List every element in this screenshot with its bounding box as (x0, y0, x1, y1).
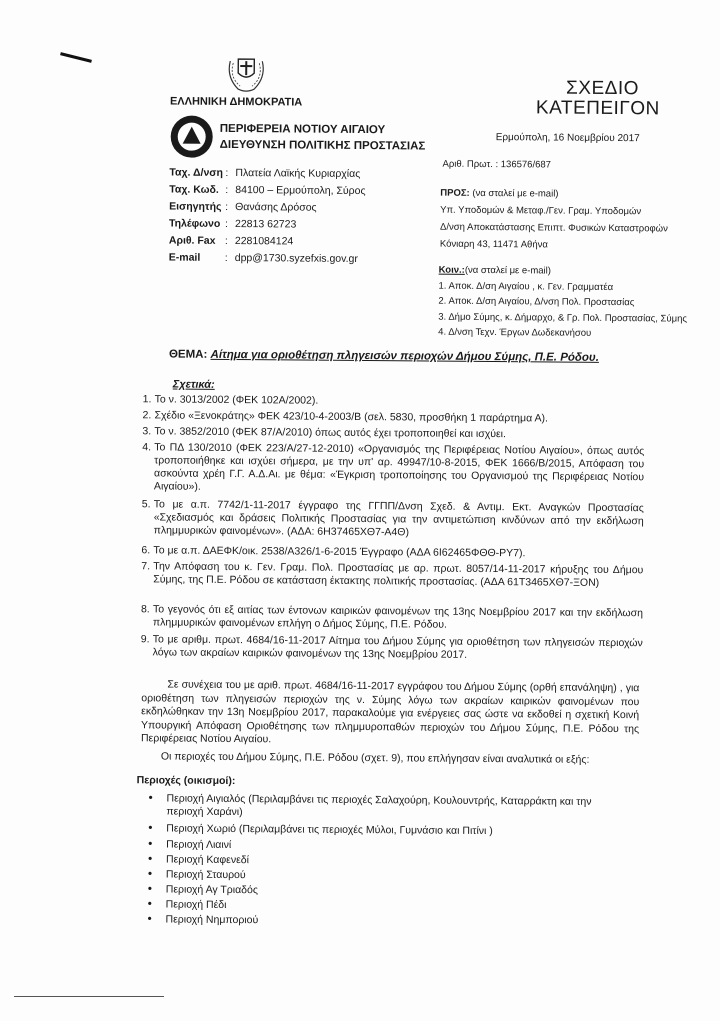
cc-item: 2. Αποκ. Δ/ση Αιγαίου, Δ/νση Πολ. Προστασίας (438, 295, 635, 309)
area-item: • Περιοχή Αγ Τριαδός (147, 881, 258, 897)
recipient-block (440, 185, 668, 255)
recipient-title: ΠΡΟΣ: (440, 187, 470, 199)
related-item: 3. Το ν. 3852/2010 (ΦΕΚ 87/Α/2010) όπως αυτός έχει τροποποιηθεί και ισχύει. (142, 425, 506, 441)
directorate-title: ΔΙΕΥΘΥΝΣΗ ΠΟΛΙΤΙΚΗΣ ΠΡΟΣΤΑΣΙΑΣ (219, 138, 426, 153)
area-item: • Περιοχή Λιαινί (148, 836, 232, 852)
contact-address: Ταχ. Δ/νση : Πλατεία Λαϊκής Κυριαρχίας (169, 166, 361, 181)
area-item: • Περιοχή Νημποριού (147, 911, 259, 927)
recipient-line: Κόνιαρη 43, 11471 Αθήνα (439, 238, 548, 251)
area-item: • Περιοχή Πέδι (147, 896, 227, 911)
related-item: 1. Το ν. 3013/2002 (ΦΕΚ 102Α/2002). (142, 393, 319, 407)
recipient-note: (να σταλεί με e-mail) (472, 187, 559, 200)
related-title: Σχετικά: (172, 378, 215, 391)
region-title: ΠΕΡΙΦΕΡΕΙΑ ΝΟΤΙΟΥ ΑΙΓΑΙΟΥ (219, 122, 386, 137)
area-item: • Περιοχή Καφενεδί (147, 851, 250, 867)
cc-item: 4. Δ/νση Τεχν. Έργων Δωδεκανήσου (438, 326, 592, 339)
related-item: 8. Το γεγονός ότι εξ αιτίας των έντονων καιρικών φαινομένων της 13ης Νοεμβρίου 2017 και την εκδήλωση πλημμυρικών φαινομένων επλήγη ο Δήμος Σύμης, Π.Ε. Ρόδου. (140, 603, 644, 631)
related-item: 2. Σχέδιο «Ξενοκράτης» ΦΕΚ 423/10-4-2003/Β (σελ. 5830, προσθήκη 1 παράρτημα Α). (142, 409, 548, 425)
cc-item: 3. Δήμο Σύμης, κ. Δήμαρχο, & Γρ. Πολ. Προστασίας, Σύμης (438, 311, 688, 325)
recipient-line: Υπ. Υποδομών & Μεταφ./Γεν. Γραμ. Υποδομών (440, 204, 642, 218)
draft-stamp: ΣΧΕΔΙΟ (566, 77, 640, 100)
document-date: Ερμούπολη, 16 Νοεμβρίου 2017 (495, 132, 640, 145)
related-item: 4. Το ΠΔ 130/2010 (ΦΕΚ 223/Α/27-12-2010) «Οργανισμός της Περιφέρειας Νοτίου Αιγαίου», όπως αυτός τροποποιήθηκε και ισχύει σήμερα, με την υπ' αρ. 49947/10-8-2015, ΦΕΚ 1666/Β/2015, Απόφαση του ασκούντα χρέη Γ.Γ. Α.Δ.Αι. με θέμα: «Έγκριση τροποποίησης του Οργανισμού της Περιφέρειας Νοτίου Αιγαίου»). (142, 441, 645, 493)
subject-text: Αίτημα για οριοθέτηση πληγεισών περιοχών Δήμου Σύμης, Π.Ε. Ρόδου. (210, 348, 599, 364)
contact-fax: Αριθ. Fax : 2281084124 (168, 234, 294, 248)
related-item: 5. Το με α.π. 7742/1-11-2017 έγγραφο της ΓΓΠΠ/Δνση Σχεδ. & Αντιμ. Εκτ. Αναγκών Προστασίας «Σχεδιασμός και δράσεις Πολιτικής Προστασίας για την αντιμετώπιση κινδύνων από την εκδήλωση πλημμυρικών φαινομένων». (ΑΔΑ: 6Η37465ΧΘ7-Α4Θ) (141, 498, 644, 539)
subject-label: ΘΕΜΑ: (168, 348, 208, 361)
contact-email: E-mail : dpp@1730.syzefxis.gov.gr (168, 251, 358, 265)
recipient-line: Δ/νση Αποκατάστασης Επιπτ. Φυσικών Καταστροφών (439, 221, 668, 235)
area-item: • Περιοχή Χωριό (Περιλαμβάνει τις περιοχές Μύλοι, Γυμνάσιο και Πιτίνι ) (148, 820, 493, 838)
related-item: 9. Το με αριθμ. πρωτ. 4684/16-11-2017 Αίτημα του Δήμου Σύμης για οριοθέτηση των πληγεισών περιοχών λόγω των ακραίων καιρικών φαινομένων της 13ης Νοεμβρίου 2017. (140, 633, 643, 661)
civil-protection-logo-icon (170, 115, 214, 159)
contact-rapporteur: Εισηγητής : Θανάσης Δρόσος (169, 200, 317, 214)
area-item: • Περιοχή Αιγιαλός (Περιλαμβάνει τις περιοχές Σαλαχούρη, Κουλουντρής, Καταρράκτη και την περιοχή Χαράνι) (148, 790, 592, 819)
protocol-number: Αριθ. Πρωτ. : 136576/687 (442, 158, 552, 171)
cc-title: Κοιν.: (438, 264, 465, 276)
contact-postcode: Ταχ. Κωδ. : 84100 – Ερμούπολη, Σύρος (169, 183, 366, 198)
cc-item: 1. Αποκ. Δ/ση Αιγαίου , κ. Γεν. Γραμματέα (438, 280, 614, 293)
cc-block (438, 263, 687, 342)
urgent-stamp: ΚΑΤΕΠΕΙΓΟΝ (535, 97, 660, 120)
area-item: • Περιοχή Σταυρού (147, 866, 246, 882)
areas-title: Περιοχές (οικισμοί): (136, 774, 236, 788)
contact-block (169, 165, 366, 269)
body-paragraph: Σε συνέχεια του με αριθ. πρωτ. 4684/16-11-2017 εγγράφου του Δήμου Σύμης (ορθή επανάληψη) , για οριοθέτηση των πληγεισών περιοχών της ν. Σύμης λόγω των ακραίων καιρικών φαινομένων που εκδηλώθηκαν την 13η Νοεμβρίου 2017, παρακαλούμε για ενέργειες σας ώστε να εκδοθεί η σχετική Κοινή Υπουργική Απόφαση Οριοθέτησης των πλημμυροπαθών περιοχών του Δήμου Σύμης, Π.Ε. Ρόδου της Περιφέρειας Νοτίου Αιγαίου. (140, 678, 640, 746)
related-item: 7. Την Απόφαση του κ. Γεν. Γραμ. Πολ. Προστασίας με αρ. πρωτ. 8057/14-11-2017 κήρυξης του Δήμου Σύμης, της Π.Ε. Ρόδου σε κατάσταση έκτακτης πολιτικής προστασίας. (ΑΔΑ 61Τ3465ΧΘ7-ΞΟΝ) (141, 560, 644, 589)
subject-line (169, 349, 599, 364)
contact-phone: Τηλέφωνο : 22813 62723 (168, 217, 297, 231)
cc-note: (να σταλεί με e-mail) (464, 264, 552, 277)
related-item: 6. Το με α.π. ΔΑΕΦΚ/οικ. 2538/Α326/1-6-2015 Έγγραφο (ΑΔΑ 6Ι62465ΦΘΘ-ΡΥ7). (141, 544, 526, 560)
greek-coat-of-arms-icon (224, 51, 268, 93)
body-paragraph-areas-intro: Οι περιοχές του Δήμου Σύμης, Π.Ε. Ρόδου (σχετ. 9), που επλήγησαν είναι αναλυτικά οι εξής: (160, 750, 590, 766)
republic-title: ΕΛΛΗΝΙΚΗ ΔΗΜΟΚΡΑΤΙΑ (169, 95, 303, 109)
